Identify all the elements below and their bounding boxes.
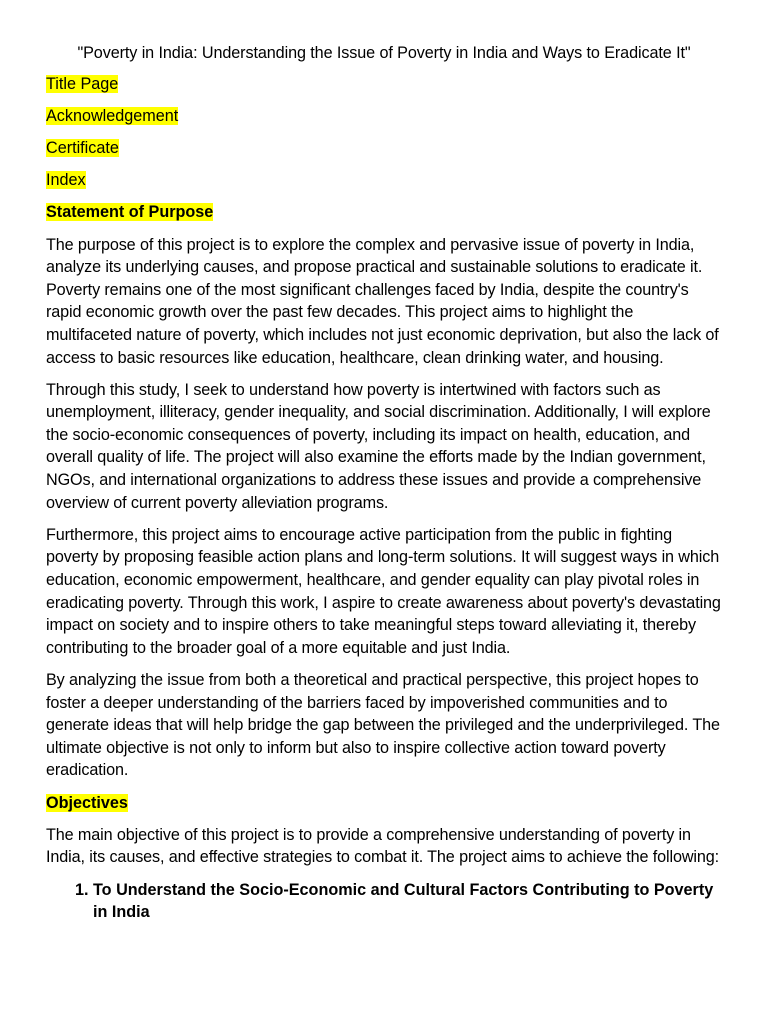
objective-item: 1. To Understand the Socio-Economic and Cultural Factors Contributing to Poverty in India [93, 879, 722, 924]
objectives-intro: The main objective of this project is to provide a comprehensive understanding of poverty in India, its causes, and effective strategies to combat it. The project aims to achieve the following: [46, 825, 720, 867]
section-heading-label: Objectives [46, 793, 128, 812]
paragraph: Through this study, I seek to understand how poverty is intertwined with factors such as unemployment, illiteracy, gender inequality, and social discrimination. Additionally, I will explore the socio-economic consequences of poverty, including its impact on health, education, and overall quality of life. The project will also examine the efforts made by the Indian government, NGOs, and international organizations to address these issues and provide a comprehensive overview of current poverty alleviation programs. [46, 380, 711, 512]
toc-item-certificate [46, 137, 722, 160]
paragraph: The purpose of this project is to explore the complex and pervasive issue of poverty in India, analyze its underlying causes, and propose practical and sustainable solutions to eradicate it. Poverty remains one of the most significant challenges faced by India, despite the country's rapid economic growth over the past few decades. This project aims to highlight the multifaceted nature of poverty, which includes not just economic deprivation, but also the lack of access to basic resources like education, healthcare, clean drinking water, and housing. [46, 235, 719, 367]
toc-item-label: Acknowledgement [46, 106, 179, 125]
toc-item-title-page [46, 73, 722, 96]
toc-item-label: Index [46, 171, 86, 190]
objectives-list [46, 879, 722, 924]
section-heading-label: Statement of Purpose [46, 203, 214, 222]
section-heading-statement-of-purpose [46, 201, 722, 224]
section-heading-objectives [46, 792, 722, 815]
toc-item-label: Certificate [46, 138, 119, 157]
paragraph: Furthermore, this project aims to encourage active participation from the public in fighting poverty by proposing feasible action plans and long-term solutions. It will suggest ways in which education, economic empowerment, healthcare, and gender equality can play pivotal roles in eradicating poverty. Through this work, I aspire to create awareness about poverty's devastating impact on society and to inspire others to take meaningful steps toward alleviating it, thereby contributing to the broader goal of a more equitable and just India. [46, 525, 721, 657]
document-title: "Poverty in India: Understanding the Issue of Poverty in India and Ways to Eradicate It" [77, 44, 691, 62]
paragraph: By analyzing the issue from both a theoretical and practical perspective, this project hopes to foster a deeper understanding of the barriers faced by impoverished communities and to generate ideas that will help bridge the gap between the privileged and the underprivileged. The ultimate objective is not only to inform but also to inspire collective action toward poverty eradication. [46, 671, 720, 780]
toc-item-label: Title Page [46, 74, 119, 93]
toc-item-index [46, 169, 722, 192]
toc-item-acknowledgement [46, 105, 722, 128]
